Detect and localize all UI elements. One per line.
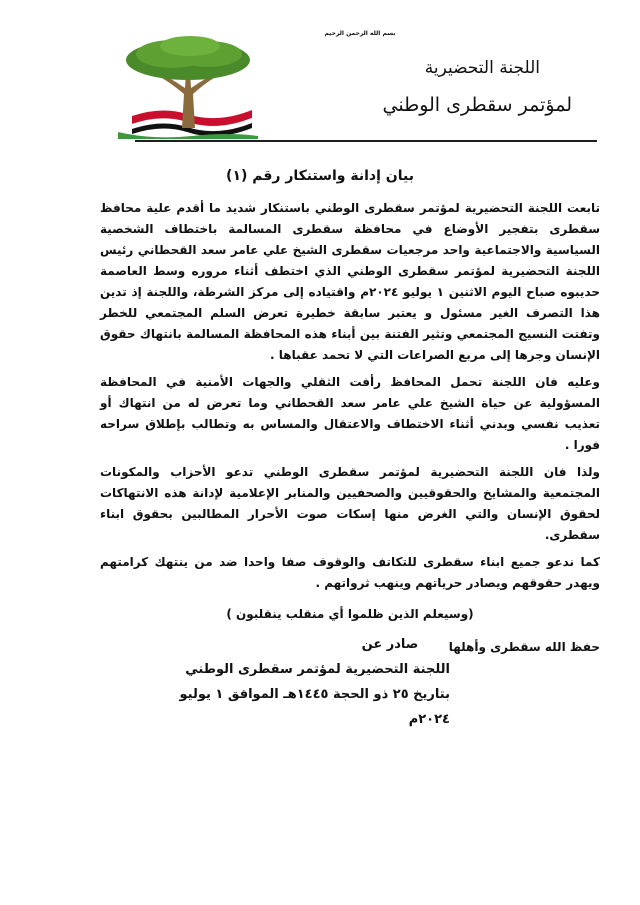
- basmala: بسم الله الرحمن الرحيم: [324, 30, 396, 37]
- issuer-name: اللجنة التحضيرية لمؤتمر سقطرى الوطني: [185, 662, 450, 677]
- paragraph: تابعت اللجنة التحضيرية لمؤتمر سقطرى الوطني باستنكار شديد ما أقدم علية محافظ سقطرى بتفجير الأوضاع في محافظة سقطرى المسالمة باختطاف الشخصية السياسية والاجتماعية واحد مرجعيات سقطرى الشيخ علي عامر سعد القحطاني رئيس اللجنة التحضيرية لمؤتمر سقطرى الوطني الذي اختطف أثناء مروره وسط العاصمة حديبوه صباح اليوم الاثنين ١ يوليو ٢٠٢٤م واقتياده إلى مركز الشرطة، واللجنة إذ تدين هذا التصرف الغير مسئول و يعتبر سابقة خطيرة تعرض السلم المجتمعي للخطر وتفتت النسيج المجتمعي وتثير الفتنة بين أبناء هذه المحافظة المسالمة بانتهاك حقوق الإنسان وجرها إلى مربع الصراعات التي لا تحمد عقباها .: [100, 201, 601, 362]
- dragon-blood-tree-icon: [112, 32, 262, 140]
- header-divider: [135, 140, 597, 142]
- issued-by-label: صادر عن: [361, 637, 419, 652]
- statement-title: بيان إدانة واستنكار رقم (١): [226, 168, 414, 184]
- paragraph: كما ندعو جميع ابناء سقطرى للتكاتف والوقوف صفا واحدا ضد من ينتهك كرامتهم ويهدر حقوقهم ويصادر حرياتهم وينهب ثرواتهم .: [100, 555, 600, 590]
- blessing-line: حفظ الله سقطرى وأهلها: [448, 640, 600, 654]
- paragraph: وعليه فان اللجنة تحمل المحافظ رأفت الثقلي والجهات الأمنية في المحافظة المسؤولية عن حياة الشيخ علي عامر سعد القحطاني وما تعرض له من انتهاك أو تعذيب نفسي وبدني أثناء الاختطاف والاعتقال والمساس به وتطالب بإطلاق سراحه فورا .: [100, 375, 600, 452]
- signature-block: [160, 632, 450, 732]
- committee-title: اللجنة التحضيرية: [424, 58, 540, 78]
- conference-title: لمؤتمر سقطرى الوطني: [382, 94, 572, 116]
- paragraph: ولذا فان اللجنة التحضيرية لمؤتمر سقطرى الوطني تدعو الأحزاب والمكونات المجتمعية والمشايخ والحقوقيين والصحفيين والمنابر الإعلامية لإدانة هذه الانتهاكات لحقوق الإنسان والتي الغرض منها إسكات صوت الأحرار المطالبين بحقوق ابناء سقطرى.: [100, 465, 600, 542]
- issue-date: بتاريخ ٢٥ ذو الحجة ١٤٤٥هـ الموافق ١ يوليو ٢٠٢٤م: [179, 687, 450, 727]
- quran-quote: (وسيعلم الذين ظلموا أي منقلب ينقلبون ): [226, 607, 474, 621]
- statement-body: [100, 198, 600, 664]
